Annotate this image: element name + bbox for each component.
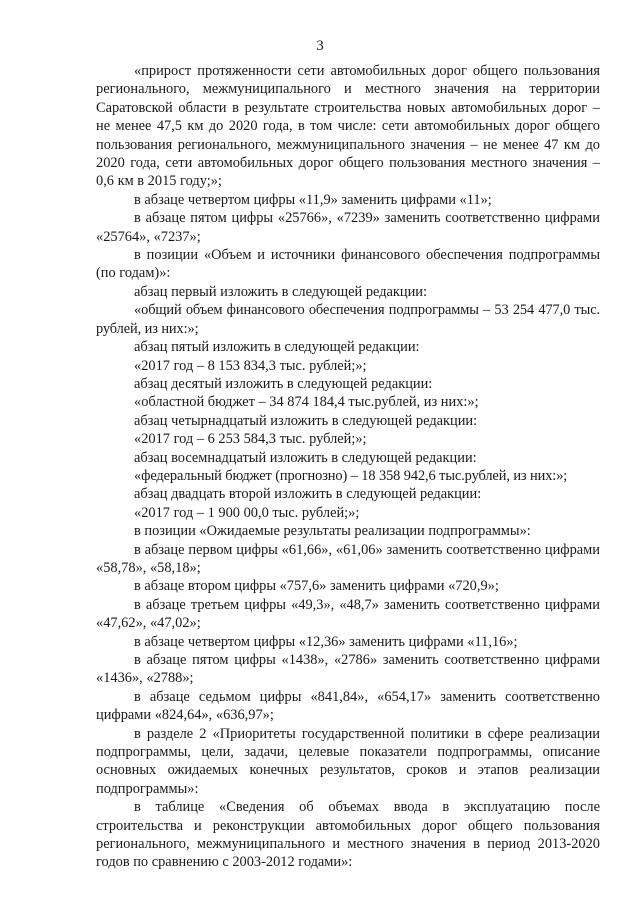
paragraph-quote: «областной бюджет – 34 874 184,4 тыс.рублей, из них:»;	[134, 394, 479, 411]
paragraph-amendment: абзац четырнадцатый изложить в следующей редакции:	[134, 412, 478, 429]
page-number: 3	[316, 38, 324, 54]
paragraph-quote: «общий объем финансового обеспечения подпрограммы – 53 254 477,0 тыс. рублей, из них:»;	[96, 302, 600, 337]
paragraph-amendment: абзац двадцать второй изложить в следующей редакции:	[134, 486, 482, 503]
paragraph-amendment: в позиции «Ожидаемые результаты реализации подпрограммы»:	[134, 523, 531, 540]
paragraph-amendment: в абзаце седьмом цифры «841,84», «654,17» заменить соответственно цифрами «824,64», «636,97»;	[96, 688, 600, 724]
paragraph-quote: «2017 год – 1 900 00,0 тыс. рублей;»;	[134, 504, 360, 521]
paragraph-amendment: в абзаце первом цифры «61,66», «61,06» заменить соответственно цифрами «58,78», «58,18»;	[96, 541, 600, 576]
paragraph-quote: «федеральный бюджет (прогнозно) – 18 358 942,6 тыс.рублей, из них:»;	[134, 467, 568, 484]
paragraph-amendment: в абзаце четвертом цифры «12,36» заменить цифрами «11,16»;	[134, 633, 518, 650]
paragraph-amendment: в абзаце четвертом цифры «11,9» заменить цифрами «11»;	[134, 191, 492, 208]
paragraph-amendment: в абзаце пятом цифры «25766», «7239» заменить соответственно цифрами «25764», «7237»;	[96, 210, 600, 245]
paragraph-amendment: в абзаце втором цифры «757,6» заменить цифрами «720,9»;	[134, 578, 499, 595]
paragraph-amendment: абзац первый изложить в следующей редакции:	[134, 283, 428, 300]
paragraph-amendment: в абзаце пятом цифры «1438», «2786» заменить соответственно цифрами «1436», «2788»;	[96, 652, 600, 687]
paragraph-amendment: абзац восемнадцатый изложить в следующей редакции:	[134, 449, 477, 466]
document-body	[96, 62, 600, 872]
paragraph-amendment: в таблице «Сведения об объемах ввода в эксплуатацию после строительства и реконструкции автомобильных дорог общего пользования регионального, межмуниципального и местного значения в период 2013-2020 годов по сравнению с 2003-2012 годами»:	[96, 799, 600, 871]
paragraph-quoted-indicator: «прирост протяженности сети автомобильных дорог общего пользования регионального, межмуниципального и местного значения на территории Саратовской области в результате строительства новых автомобильных дорог – не менее 47,5 км до 2020 года, в том числе: сети автомобильных дорог общего пользования регионального, межмуниципального значения – не менее 47 км до 2020 года, сети автомобильных дорог общего пользования местного значения – 0,6 км в 2015 году;»;	[96, 63, 600, 190]
paragraph-quote: «2017 год – 8 153 834,3 тыс. рублей;»;	[134, 357, 367, 374]
paragraph-amendment: в абзаце третьем цифры «49,3», «48,7» заменить соответственно цифрами «47,62», «47,02»;	[96, 596, 600, 632]
paragraph-amendment: абзац пятый изложить в следующей редакции:	[134, 339, 420, 356]
paragraph-amendment: в разделе 2 «Приоритеты государственной политики в сфере реализации подпрограммы, цели, задачи, целевые показатели подпрограммы, описание основных ожидаемых конечных результатов, сроков и этапов реализации подпрограммы»:	[96, 725, 600, 797]
paragraph-quote: «2017 год – 6 253 584,3 тыс. рублей;»;	[134, 431, 367, 448]
paragraph-amendment: абзац десятый изложить в следующей редакции:	[134, 375, 433, 392]
paragraph-amendment: в позиции «Объем и источники финансового обеспечения подпрограммы (по годам)»:	[96, 247, 600, 282]
